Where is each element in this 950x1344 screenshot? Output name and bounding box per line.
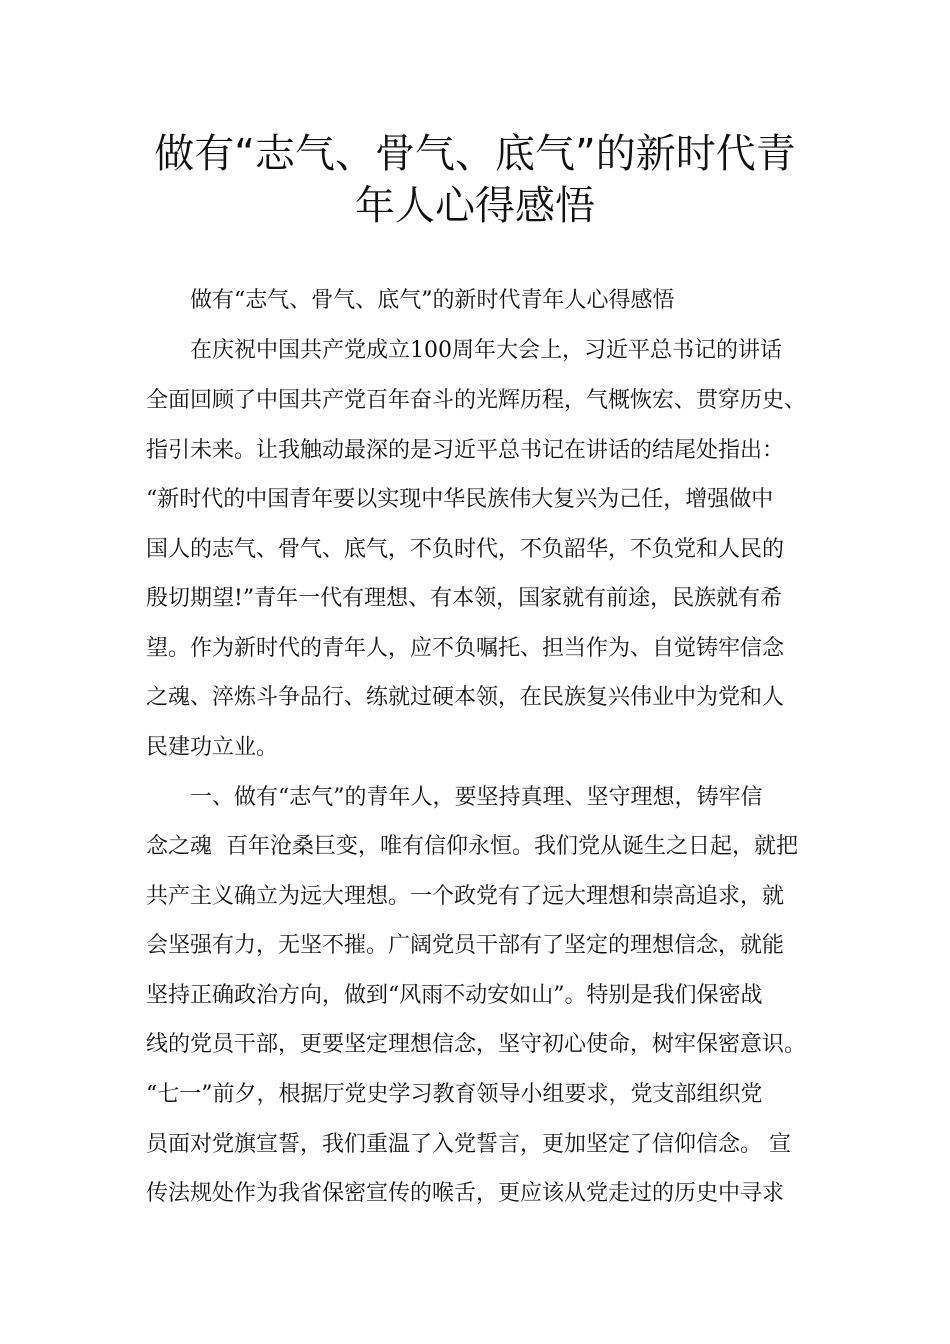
body-line: 念之魂 百年沧桑巨变，唯有信仰永恒。我们党从诞生之日起，就把 (146, 834, 798, 859)
body-line: 传法规处作为我省保密宣传的喉舌，更应该从党走过的历史中寻求 (146, 1181, 785, 1206)
body-line: 坚持正确政治方向，做到“风雨不动安如山”。特别是我们保密战 (146, 983, 763, 1008)
body-line: 望。作为新时代的青年人，应不负嘱托、担当作为、自觉铸牢信念 (146, 636, 785, 661)
body-line: 全面回顾了中国共产党百年奋斗的光辉历程，气概恢宏、贯穿历史、 (146, 388, 807, 413)
document-title-line-1: 做有“志气、骨气、底气”的新时代青 (154, 131, 796, 177)
body-line: 一、做有“志气”的青年人，要坚持真理、坚守理想，铸牢信 (190, 785, 763, 810)
body-line: 做有“志气、骨气、底气”的新时代青年人心得感悟 (190, 288, 675, 313)
body-line: 之魂、淬炼斗争品行、练就过硬本领，在民族复兴伟业中为党和人 (146, 685, 785, 710)
body-line: 国人的志气、骨气、底气，不负时代，不负韶华，不负党和人民的 (146, 537, 785, 562)
document-title-line-2: 年人心得感悟 (355, 183, 595, 229)
body-line: 员面对党旗宣誓，我们重温了入党誓言，更加坚定了信仰信念。 宣 (146, 1132, 791, 1157)
body-line: 民建功立业。 (146, 735, 279, 760)
body-line: 会坚强有力，无坚不摧。广阔党员干部有了坚定的理想信念，就能 (146, 933, 785, 958)
body-line: 线的党员干部，更要坚定理想信念，坚守初心使命，树牢保密意识。 (146, 1032, 807, 1057)
body-line: “新时代的中国青年要以实现中华民族伟大复兴为己任，增强做中 (146, 487, 774, 512)
body-line: 殷切期望!”青年一代有理想、有本领，国家就有前途，民族就有希 (146, 586, 783, 611)
body-line: 共产主义确立为远大理想。一个政党有了远大理想和崇高追求，就 (146, 884, 785, 909)
body-line: “七一”前夕，根据厅党史学习教育领导小组要求，党支部组织党 (146, 1082, 763, 1107)
body-line: 指引未来。让我触动最深的是习近平总书记在讲话的结尾处指出： (146, 438, 785, 463)
body-line: 在庆祝中国共产党成立100周年大会上，习近平总书记的讲话 (190, 338, 782, 363)
